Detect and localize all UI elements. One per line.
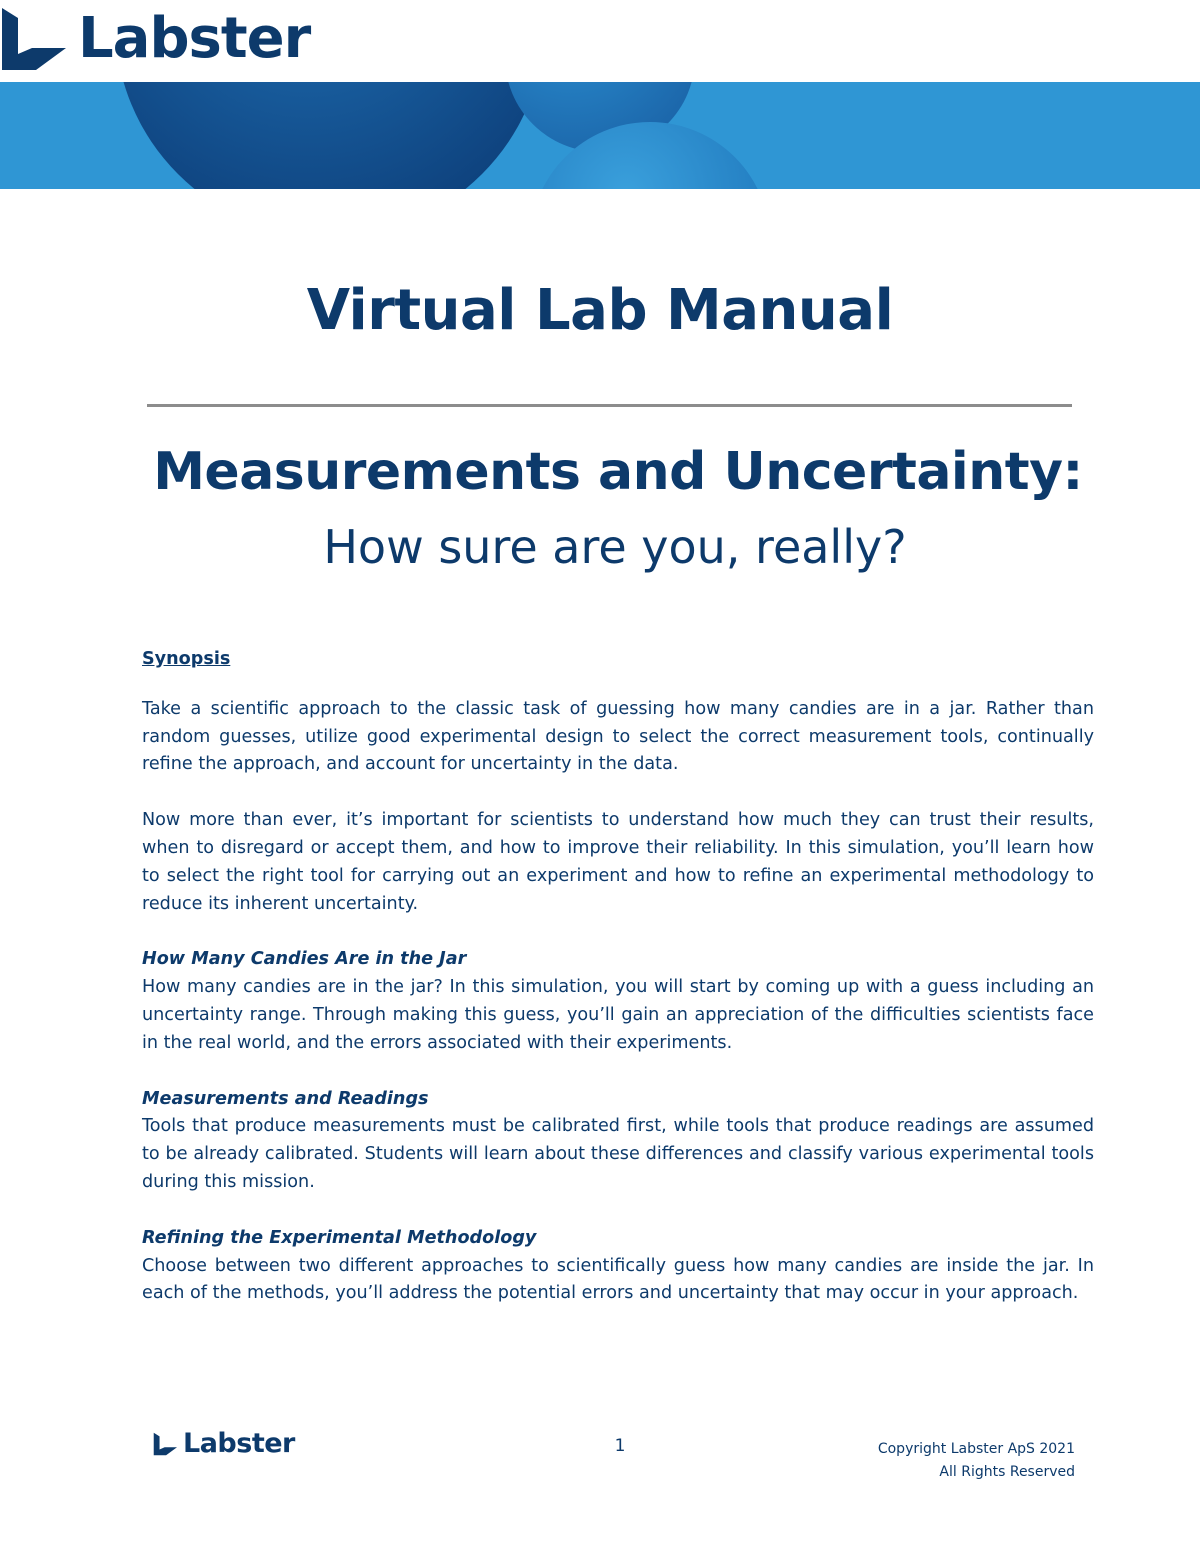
footer-logo-text: Labster [183, 1428, 295, 1459]
section-body: Choose between two different approaches to scientifically guess how many candies are inside the jar. In each of the methods, you’ll address the potential errors and uncertainty that may occur in your approach. [142, 1255, 1094, 1304]
labster-logo-icon [0, 8, 66, 70]
copyright-line: All Rights Reserved [939, 1464, 1075, 1480]
banner-sphere-large [115, 82, 545, 189]
manual-content [142, 646, 1094, 1308]
copyright [878, 1438, 1075, 1484]
synopsis-heading: Synopsis [142, 649, 231, 669]
page-title: Virtual Lab Manual [306, 278, 894, 343]
synopsis-paragraph: Now more than ever, it’s important for scientists to understand how much they can trust their results, when to disregard or accept them, and how to improve their reliability. In this simulation, you’ll learn how to select the right tool for carrying out an experiment and how to refine an experimental methodology to reduce its inherent uncertainty. [142, 810, 1094, 914]
lab-tagline: How sure are you, really? [323, 520, 907, 574]
header-banner [0, 82, 1200, 189]
labster-logo-icon [153, 1429, 177, 1459]
section-body: How many candies are in the jar? In this simulation, you will start by coming up with a guess including an uncertainty range. Through making this guess, you’ll gain an appreciation of the difficulties scientists face in the real world, and the errors associated with their experiments. [142, 977, 1094, 1053]
section-heading: Measurements and Readings [142, 1088, 429, 1109]
section-body: Tools that produce measurements must be calibrated first, while tools that produce readings are assumed to be already calibrated. Students will learn about these differences and classify various experimental tools during this mission. [142, 1116, 1094, 1192]
page-number: 1 [614, 1436, 626, 1456]
header-logo-text: Labster [78, 6, 311, 71]
footer-logo [153, 1428, 295, 1459]
header-logo [0, 8, 310, 70]
synopsis-paragraph: Take a scientific approach to the classic task of guessing how many candies are in a jar. Rather than random guesses, utilize good experimental design to select the correct measurement tools, continually refine the approach, and account for uncertainty in the data. [142, 698, 1094, 775]
copyright-line: Copyright Labster ApS 2021 [877, 1441, 1075, 1457]
section-heading: Refining the Experimental Methodology [142, 1227, 537, 1248]
lab-title: Measurements and Uncertainty: [153, 442, 1083, 502]
section-heading: How Many Candies Are in the Jar [142, 949, 467, 970]
title-divider [147, 404, 1072, 407]
